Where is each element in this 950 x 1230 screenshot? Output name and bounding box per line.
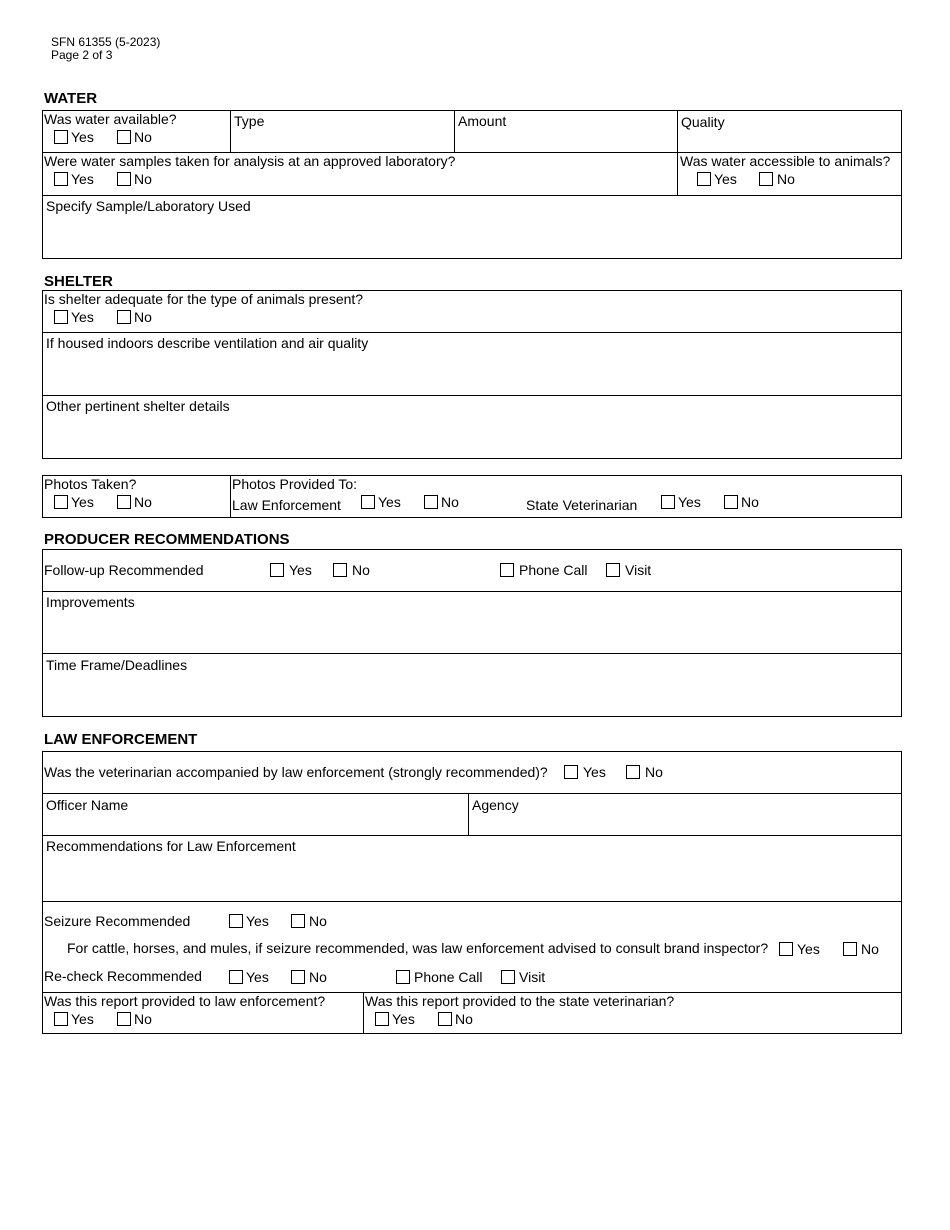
water-accessible-no-checkbox[interactable] [759,172,773,186]
visit-label: Visit [519,969,546,985]
officer-name-label: Officer Name [46,797,129,813]
no-label: No [134,494,152,510]
photos-taken-yes-checkbox[interactable] [54,495,68,509]
producer-section-title: PRODUCER RECOMMENDATIONS [44,531,290,548]
divider [42,591,902,592]
divider [468,793,469,835]
seizure-yes-checkbox[interactable] [229,914,243,928]
yes-label: Yes [71,309,94,325]
shelter-details-label: Other pertinent shelter details [46,398,230,414]
yes-label: Yes [583,764,606,780]
water-samples-no-checkbox[interactable] [117,172,131,186]
divider [42,835,902,836]
followup-label: Follow-up Recommended [44,562,204,578]
photos-taken-no-checkbox[interactable] [117,495,131,509]
followup-visit-checkbox[interactable] [606,563,620,577]
improvements-field[interactable] [46,612,896,649]
brand-inspector-yes-checkbox[interactable] [779,942,793,956]
water-samples-label: Were water samples taken for analysis at an approved laboratory? [44,153,456,169]
no-label: No [741,494,759,510]
ventilation-field[interactable] [46,353,896,391]
divider [230,475,231,518]
no-label: No [861,941,879,957]
no-label: No [134,1011,152,1027]
form-number: SFN 61355 (5-2023) [51,35,161,49]
photos-state-vet-yes-checkbox[interactable] [661,495,675,509]
divider [42,195,902,196]
brand-inspector-label: For cattle, horses, and mules, if seizure recommended, was law enforcement advised to consult brand inspector? [67,940,769,956]
divider [230,110,231,152]
ventilation-label: If housed indoors describe ventilation and air quality [46,335,369,351]
recheck-phone-checkbox[interactable] [396,970,410,984]
no-label: No [645,764,663,780]
photos-provided-label: Photos Provided To: [232,476,358,492]
shelter-adequate-no-checkbox[interactable] [117,310,131,324]
divider [363,992,364,1034]
page-number: Page 2 of 3 [51,48,113,62]
water-samples-yes-checkbox[interactable] [54,172,68,186]
yes-label: Yes [71,171,94,187]
recheck-visit-checkbox[interactable] [501,970,515,984]
shelter-section-title: SHELTER [44,273,113,290]
no-label: No [134,129,152,145]
provided-state-yes-checkbox[interactable] [375,1012,389,1026]
shelter-adequate-yes-checkbox[interactable] [54,310,68,324]
yes-label: Yes [246,969,269,985]
divider [42,653,902,654]
accompanied-label: Was the veterinarian accompanied by law enforcement (strongly recommended)? [44,764,548,780]
yes-label: Yes [289,562,312,578]
yes-label: Yes [71,129,94,145]
followup-yes-checkbox[interactable] [270,563,284,577]
agency-label: Agency [472,797,519,813]
divider [42,901,902,902]
sample-lab-label: Specify Sample/Laboratory Used [46,198,251,214]
provided-state-no-checkbox[interactable] [438,1012,452,1026]
yes-label: Yes [246,913,269,929]
water-available-no-checkbox[interactable] [117,130,131,144]
law-recommendations-field[interactable] [46,856,896,897]
divider [42,332,902,333]
photos-taken-label: Photos Taken? [44,476,137,492]
law-section-title: LAW ENFORCEMENT [44,731,198,748]
agency-field[interactable] [472,814,897,832]
improvements-label: Improvements [46,594,135,610]
no-label: No [441,494,459,510]
provided-law-yes-checkbox[interactable] [54,1012,68,1026]
no-label: No [455,1011,473,1027]
phone-call-label: Phone Call [519,562,588,578]
water-quality-label: Quality [681,114,725,130]
water-available-label: Was water available? [44,111,177,127]
shelter-details-field[interactable] [46,416,896,454]
recheck-yes-checkbox[interactable] [229,970,243,984]
provided-state-label: Was this report provided to the state veterinarian? [365,993,675,1009]
provided-law-no-checkbox[interactable] [117,1012,131,1026]
brand-inspector-no-checkbox[interactable] [843,942,857,956]
no-label: No [134,309,152,325]
yes-label: Yes [714,171,737,187]
accompanied-no-checkbox[interactable] [626,765,640,779]
accompanied-yes-checkbox[interactable] [564,765,578,779]
shelter-adequate-label: Is shelter adequate for the type of animals present? [44,291,364,307]
photos-state-vet-label: State Veterinarian [526,497,638,513]
recheck-label: Re-check Recommended [44,968,202,984]
yes-label: Yes [71,494,94,510]
no-label: No [309,969,327,985]
divider [677,110,678,195]
yes-label: Yes [797,941,820,957]
water-accessible-yes-checkbox[interactable] [697,172,711,186]
no-label: No [352,562,370,578]
followup-no-checkbox[interactable] [333,563,347,577]
provided-law-label: Was this report provided to law enforcement? [44,993,326,1009]
divider [454,110,455,152]
yes-label: Yes [392,1011,415,1027]
law-recommendations-label: Recommendations for Law Enforcement [46,838,296,854]
timeframe-field[interactable] [46,675,896,712]
yes-label: Yes [678,494,701,510]
photos-section [42,475,902,518]
no-label: No [134,171,152,187]
timeframe-label: Time Frame/Deadlines [46,657,188,673]
recheck-no-checkbox[interactable] [291,970,305,984]
photos-law-label: Law Enforcement [232,497,341,513]
water-type-label: Type [234,113,265,129]
water-section-title: WATER [44,90,98,107]
no-label: No [309,913,327,929]
photos-state-vet-no-checkbox[interactable] [724,495,738,509]
no-label: No [777,171,795,187]
seizure-no-checkbox[interactable] [291,914,305,928]
phone-call-label: Phone Call [414,969,483,985]
divider [42,793,902,794]
followup-phone-checkbox[interactable] [500,563,514,577]
yes-label: Yes [71,1011,94,1027]
visit-label: Visit [625,562,652,578]
yes-label: Yes [378,494,401,510]
water-accessible-label: Was water accessible to animals? [680,153,891,169]
divider [42,395,902,396]
officer-name-field[interactable] [46,814,464,832]
water-available-yes-checkbox[interactable] [54,130,68,144]
photos-law-yes-checkbox[interactable] [361,495,375,509]
photos-law-no-checkbox[interactable] [424,495,438,509]
water-amount-label: Amount [458,113,507,129]
sample-lab-field[interactable] [46,216,896,254]
seizure-label: Seizure Recommended [44,913,191,929]
